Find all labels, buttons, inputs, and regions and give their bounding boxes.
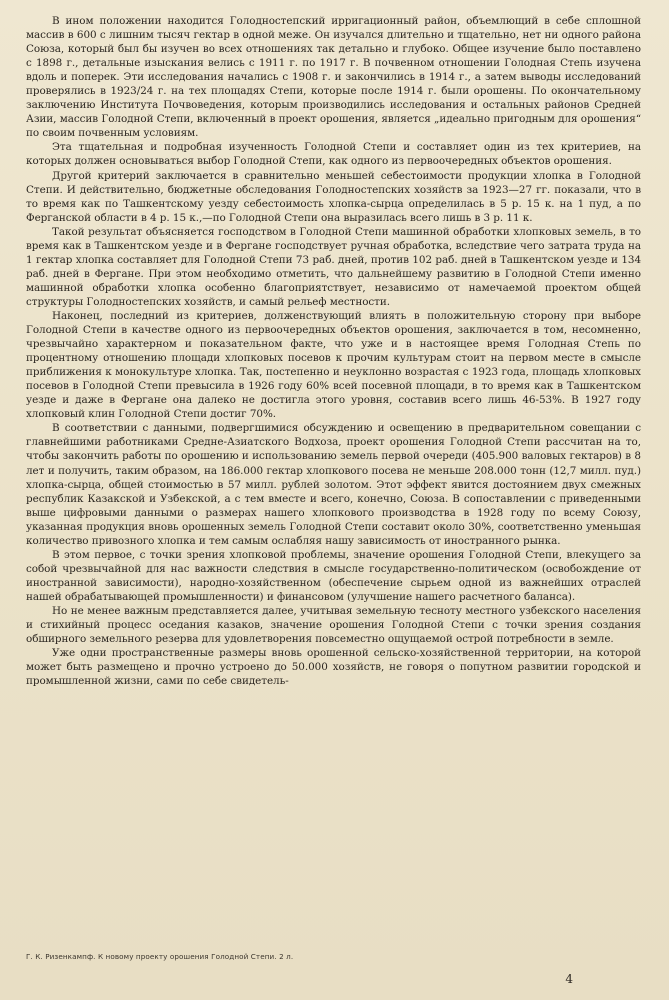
paragraph-2: Эта тщательная и подробная изученность Голодной Степи и составляет один из тех критериев, на которых должен основываться выбор Голодной Степи, как одного из первоочередных объектов орошения.: [26, 141, 641, 168]
paragraph-9: Уже одни пространственные размеры вновь орошенной сельско-хозяйственной территории, на которой может быть размещено и прочно устроено до 50.000 хозяйств, не говоря о попутном развитии городской и промышленной жизни, сами по себе свидетель-: [26, 647, 641, 688]
paragraph-3: Другой критерий заключается в сравнительно меньшей себестоимости продукции хлопка в Голодной Степи. И действительно, бюджетные обследования Голодностепских хозяйств за 1923—27 гг. показали, что в то время как по Ташкентскому уезду себестоимость хлопка-сырца определилась в 5 р. 15 к. на 1 пуд, а по Ферганской области в 4 р. 15 к.,—по Голодной Степи она выразилась всего лишь в 3 р. 11 к.: [26, 169, 641, 224]
paragraph-7: В этом первое, с точки зрения хлопковой проблемы, значение орошения Голодной Степи, влекущего за собой чрезвычайной для нас важности следствия в смысле государственно-политическом (освобождение от иностранной зависимости), народно-хозяйственном (обеспечение сырьем одной из важнейших отраслей нашей обрабатывающей промышленности) и финансовом (улучшение нашего расчетного баланса).: [26, 548, 641, 603]
page-number: 4: [565, 972, 573, 986]
footer-signature: Г. К. Ризенкампф. К новому проекту орошения Голодной Степи. 2 л.: [26, 952, 294, 961]
body-text: [26, 14, 641, 688]
paragraph-1: В ином положении находится Голодностепский ирригационный район, объемлющий в себе сплошной массив в 600 с лишним тысяч гектар в одной меже. Он изучался длительно и тщательно, нет ни одного района Союза, который был бы изучен во всех отношениях так детально и глубоко. Общее изучение было поставлено с 1898 г., детальные изыскания велись с 1911 г. по 1917 г. В почвенном отношении Голодная Степь изучена вдоль и поперек. Эти исследования начались с 1908 г. и закончились в 1914 г., а затем выводы исследований проверялись в 1923/24 г. на тех площадях Степи, которые после 1914 г. были орошены. По окончательному заключению Института Почвоведения, которым производились исследования и остальных районов Средней Азии, массив Голодной Степи, включенный в проект орошения, является „идеально пригодным для орошения“ по своим почвенным условиям.: [26, 15, 641, 140]
paragraph-5: Наконец, последний из критериев, долженствующий влиять в положительную сторону при выборе Голодной Степи в качестве одного из первоочередных объектов орошения, заключается в том, несомненно, чрезвычайно характерном и показательном факте, что уже и в настоящее время Голодная Степь по процентному отношению площади хлопковых посевов к прочим культурам стоит на первом месте в смысле приближения к монокультуре хлопка. Так, постепенно и неуклонно возрастая с 1923 года, площадь хлопковых посевов в Голодной Степи превысила в 1926 году 60% всей посевной площади, в то время как в Ташкентском уезде и даже в Фергане она далеко не достигла этого уровня, составив всего лишь 46-53%. В 1927 году хлопковый клин Голодной Степи достиг 70%.: [26, 309, 641, 421]
paragraph-4: Такой результат объясняется господством в Голодной Степи машинной обработки хлопковых земель, в то время как в Ташкентском уезде и в Фергане господствует ручная обработка, вследствие чего затрата труда на 1 гектар хлопка составляет для Голодной Степи 73 раб. дней, против 102 раб. дней в Ташкентском уезде и 134 раб. дней в Фергане. При этом необходимо отметить, что дальнейшему развитию в Голодной Степи именно машинной обработки хлопка особенно благоприятствует, независимо от намечаемой проектом общей структуры Голодностепских хозяйств, и самый рельеф местности.: [26, 225, 641, 308]
paragraph-6: В соответствии с данными, подвергшимися обсуждению и освещению в предварительном совещании с главнейшими работниками Средне-Азиатского Водхоза, проект орошения Голодной Степи рассчитан на то, чтобы закончить работы по орошению и использованию земель первой очереди (405.900 валовых гектаров) в 8 лет и получить, таким образом, на 186.000 гектар хлопкового посева не меньше 208.000 тонн (12,7 милл. пуд.) хлопка-сырца, общей стоимостью в 57 милл. рублей золотом. Этот эффект явится достоянием двух смежных республик Казакской и Узбекской, а с тем вместе и всего, конечно, Союза. В сопоставлении с приведенными выше цифровыми данными о размерах нашего хлопкового производства в 1928 году по всему Союзу, указанная продукция вновь орошенных земель Голодной Степи составит около 30%, соответственно уменьшая количество привозного хлопка и тем самым ослабляя нашу зависимость от иностранного рынка.: [26, 422, 641, 547]
paragraph-8: Но не менее важным представляется далее, учитывая земельную тесноту местного узбекского населения и стихийный процесс оседания казаков, значение орошения Голодной Степи с точки зрения создания обширного земельного резерва для удовлетворения повсеместно ощущаемой острой потребности в земле.: [26, 604, 641, 646]
